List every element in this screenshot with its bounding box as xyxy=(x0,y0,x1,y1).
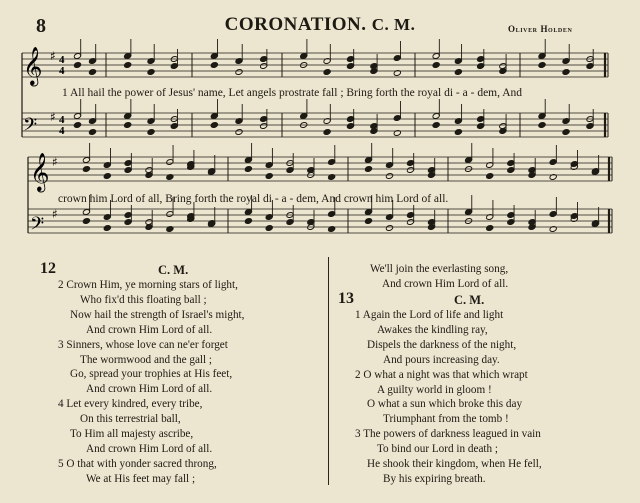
stanza-line: And crown Him Lord of all. xyxy=(86,323,213,336)
stanza-line: Go, spread your trophies at His feet, xyxy=(70,368,233,381)
note-head xyxy=(244,218,252,225)
note-head xyxy=(147,129,155,136)
stanza-line: Awakes the kindling ray, xyxy=(377,323,488,336)
stanza-line: 5 O that with yonder sacred throng, xyxy=(58,457,217,470)
stanza-line: We at His feet may fall ; xyxy=(86,472,196,485)
sharp-icon: ♯ xyxy=(52,207,58,221)
composer-name: Oliver Holden xyxy=(508,24,573,34)
note-head xyxy=(432,62,440,69)
stanza-line: We'll join the everlasting song, xyxy=(370,263,509,275)
sharp-icon: ♯ xyxy=(50,49,56,63)
note-head xyxy=(210,62,218,69)
svg-text:4: 4 xyxy=(59,65,65,77)
note-head xyxy=(73,122,81,129)
note-head xyxy=(82,218,90,225)
note-head xyxy=(486,225,494,232)
stanza-line: 4 Let every kindred, every tribe, xyxy=(58,398,203,411)
note-head xyxy=(323,129,331,136)
note-head xyxy=(265,225,273,232)
stanza-line: The wormwood and the gall ; xyxy=(80,353,213,366)
stanza-line: To bind our Lord in death ; xyxy=(377,443,499,456)
sharp-icon: ♯ xyxy=(50,110,56,124)
note-head xyxy=(124,62,132,69)
stanza-line: He shook their kingdom, when He fell, xyxy=(367,458,542,471)
note-head xyxy=(103,173,111,180)
note-head xyxy=(385,173,393,180)
note-head xyxy=(103,225,111,232)
note-head xyxy=(432,122,440,129)
tune-name: CORONATION. xyxy=(224,14,367,35)
note-head xyxy=(244,166,252,173)
note-head xyxy=(385,225,393,232)
hymn-number: 12 xyxy=(40,260,56,277)
continuation-lines xyxy=(370,262,508,292)
stanza-line: Now hail the strength of Israel's might, xyxy=(70,308,245,321)
stanza-line: 3 The powers of darkness leagued in vain xyxy=(355,428,541,441)
hymn-12-column xyxy=(40,262,330,487)
stanza-line: Dispels the darkness of the night, xyxy=(367,338,517,351)
note-head xyxy=(210,122,218,129)
note-head xyxy=(73,62,81,69)
stanza-line: And crown Him Lord of all. xyxy=(86,383,213,396)
note-head xyxy=(265,173,273,180)
hymn-meter: C. M. xyxy=(158,263,189,277)
note-head xyxy=(88,69,96,76)
stanza-line: 1 Again the Lord of life and light xyxy=(355,309,504,321)
note-head xyxy=(562,129,570,136)
note-head xyxy=(486,173,494,180)
note-head xyxy=(323,69,331,76)
score-symbols xyxy=(23,46,65,239)
note-head xyxy=(147,69,155,76)
stanza-line: By his expiring breath. xyxy=(383,472,486,485)
hymn-number: 13 xyxy=(338,290,354,307)
stanza-line: A guilty world in gloom ! xyxy=(377,383,492,396)
note-head xyxy=(235,69,243,76)
hymn-13-column xyxy=(338,262,628,487)
note-head xyxy=(454,129,462,136)
bass-clef-icon: 𝄢 xyxy=(23,115,38,140)
page-number: 8 xyxy=(36,15,46,37)
lyrics-line-2: crown him Lord of all, Bring forth the royal di - a - dem, And crown him Lord of all. xyxy=(58,193,449,205)
column-divider xyxy=(328,257,329,485)
stanza-line: O what a sun which broke this day xyxy=(367,398,523,411)
stanza-line: Triumphant from the tomb ! xyxy=(383,413,509,426)
note-head xyxy=(538,122,546,129)
sharp-icon: ♯ xyxy=(52,155,58,169)
stanza-line: 2 O what a night was that which wrapt xyxy=(355,368,528,381)
stanza-line: And crown Him Lord of all. xyxy=(86,442,213,455)
svg-text:4: 4 xyxy=(59,54,65,66)
stanza-line: On this terrestrial ball, xyxy=(80,413,181,426)
note-head xyxy=(364,218,372,225)
note-head xyxy=(235,129,243,136)
lyrics-line-1: 1 All hail the power of Jesus' name, Let angels prostrate fall ; Bring forth the royal di - a - dem, And xyxy=(62,87,523,99)
tune-meter: C. M. xyxy=(371,15,416,34)
note-head xyxy=(364,166,372,173)
svg-text:4: 4 xyxy=(59,114,65,126)
note-head xyxy=(82,166,90,173)
stanza-line: Who fix'd this floating ball ; xyxy=(80,293,207,306)
note-head xyxy=(454,69,462,76)
treble-clef-icon: 𝄞 xyxy=(23,46,43,85)
bass-clef-icon: 𝄢 xyxy=(30,214,45,239)
stanza-line: To Him all majesty ascribe, xyxy=(70,428,194,441)
note-head xyxy=(88,129,96,136)
treble-clef-icon: 𝄞 xyxy=(30,152,50,191)
hymn-meter: C. M. xyxy=(454,293,485,307)
stanza-line: 3 Sinners, whose love can ne'er forget xyxy=(58,338,228,351)
stanza-line: 2 Crown Him, ye morning stars of light, xyxy=(58,279,238,291)
hymn-12-stanzas xyxy=(58,278,244,487)
stanza-line: And pours increasing day. xyxy=(383,353,500,366)
music-score xyxy=(0,0,640,250)
note-head xyxy=(538,62,546,69)
hymn-13-stanzas xyxy=(355,308,542,487)
svg-text:4: 4 xyxy=(59,125,65,137)
stanza-line: And crown Him Lord of all. xyxy=(382,277,509,290)
note-head xyxy=(562,69,570,76)
note-head xyxy=(124,122,132,129)
